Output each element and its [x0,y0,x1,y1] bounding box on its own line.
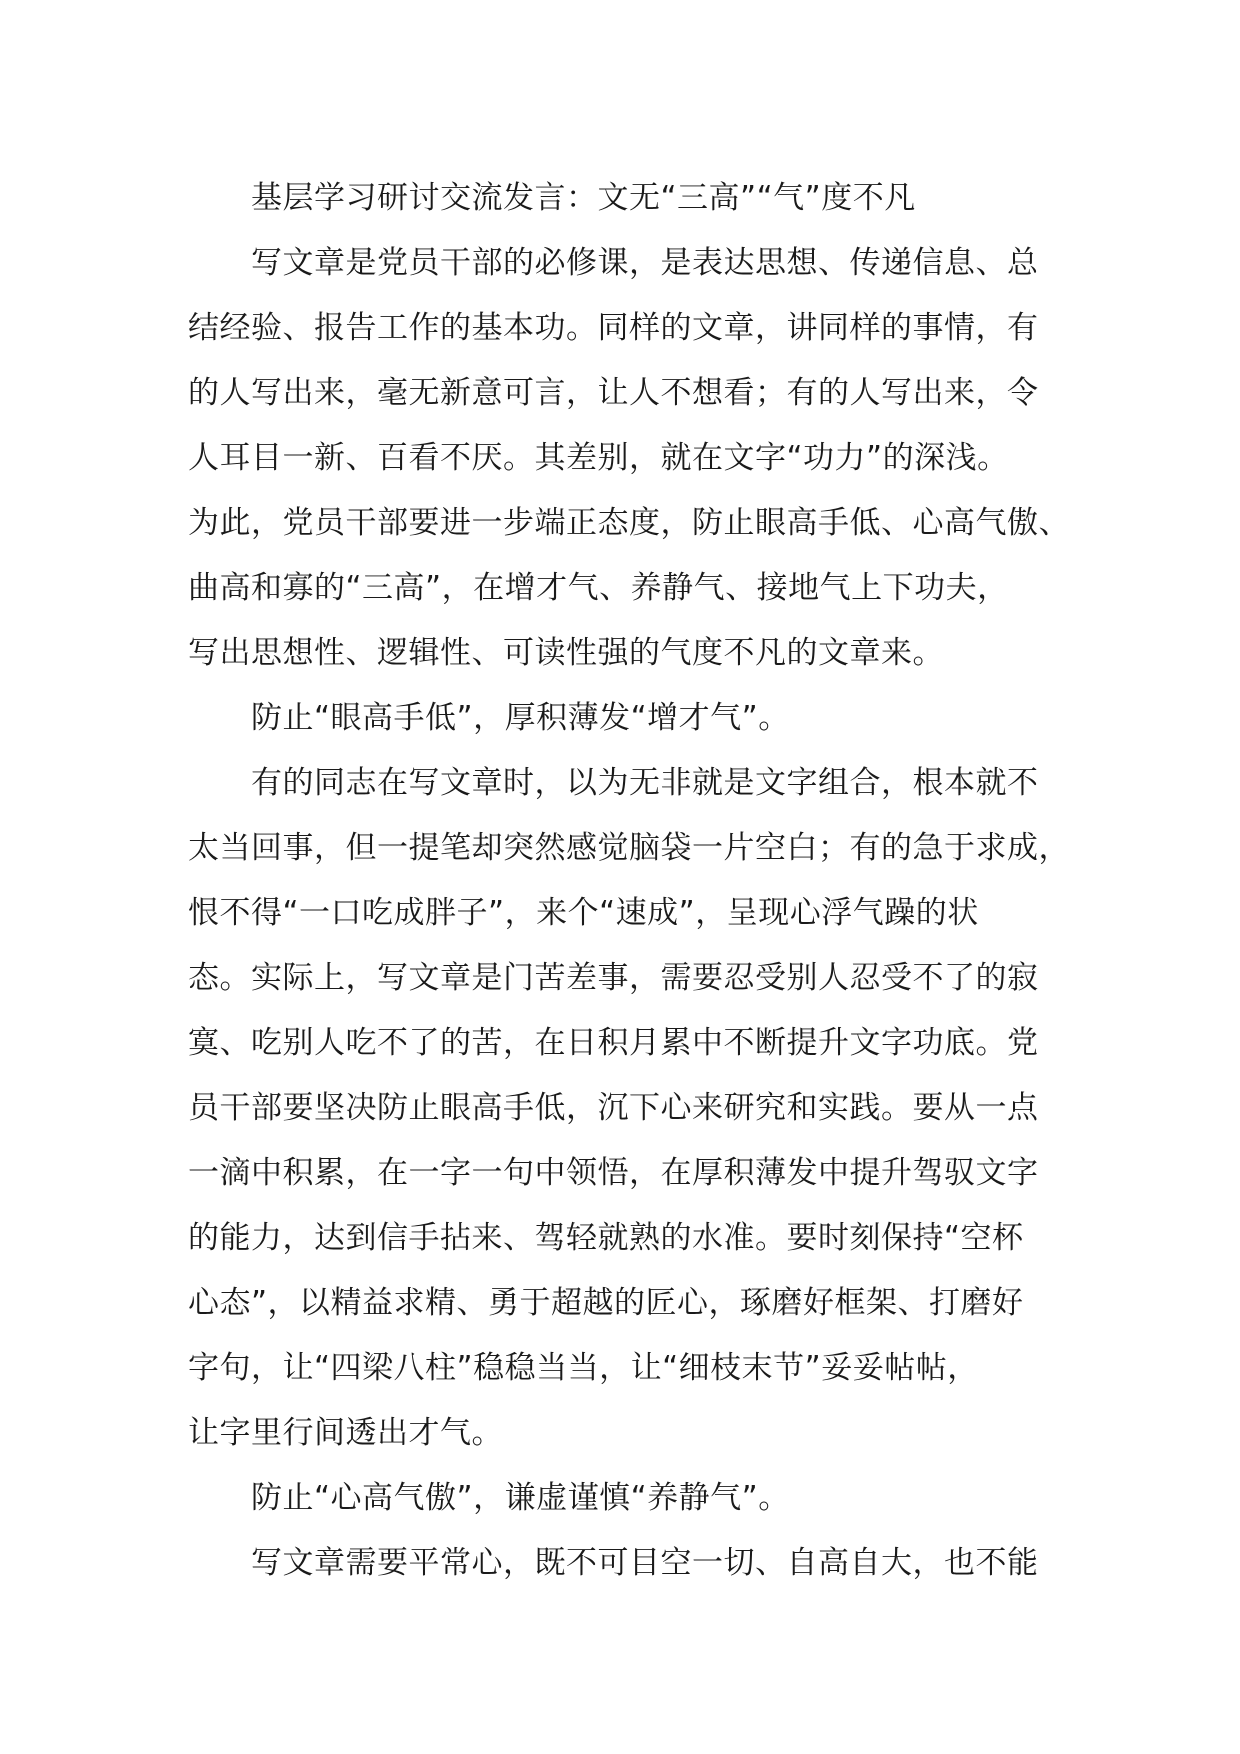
paragraph-line: 心态”，以精益求精、勇于超越的匠心，琢磨好框架、打磨好 [188,1285,1024,1321]
document-body [188,166,1088,1596]
section-heading: 防止“心高气傲”，谦虚谨慎“养静气”。 [251,1480,790,1516]
paragraph-line: 曲高和寡的“三高”，在增才气、养静气、接地气上下功夫， [188,570,1009,606]
document-title: 基层学习研讨交流发言：文无“三高”“气”度不凡 [251,180,916,216]
paragraph-line: 有的同志在写文章时，以为无非就是文字组合，根本就不 [251,765,1039,801]
paragraph-line: 为此，党员干部要进一步端正态度，防止眼高手低、心高气傲、 [188,505,1070,541]
paragraph-line: 字句，让“四梁八柱”稳稳当当，让“细枝末节”妥妥帖帖， [188,1350,979,1386]
paragraph-line: 寞、吃别人吃不了的苦，在日积月累中不断提升文字功底。党 [188,1025,1039,1061]
paragraph-line: 写文章需要平常心，既不可目空一切、自高自大，也不能 [251,1545,1039,1581]
paragraph-line: 员干部要坚决防止眼高手低，沉下心来研究和实践。要从一点 [188,1090,1039,1126]
paragraph-line: 的能力，达到信手拈来、驾轻就熟的水准。要时刻保持“空杯 [188,1220,1024,1256]
paragraph-line: 让字里行间透出才气。 [188,1415,503,1451]
paragraph-line: 写文章是党员干部的必修课，是表达思想、传递信息、总 [251,245,1039,281]
paragraph-line: 人耳目一新、百看不厌。其差别，就在文字“功力”的深浅。 [188,440,1009,476]
paragraph-line: 一滴中积累，在一字一句中领悟，在厚积薄发中提升驾驭文字 [188,1155,1039,1191]
paragraph-line: 恨不得“一口吃成胖子”，来个“速成”，呈现心浮气躁的状 [188,895,979,931]
paragraph-line: 结经验、报告工作的基本功。同样的文章，讲同样的事情，有 [188,310,1039,346]
paragraph-line: 态。实际上，写文章是门苦差事，需要忍受别人忍受不了的寂 [188,960,1039,996]
paragraph-line: 的人写出来，毫无新意可言，让人不想看；有的人写出来，令 [188,375,1039,411]
section-heading: 防止“眼高手低”，厚积薄发“增才气”。 [251,700,790,736]
paragraph-line: 太当回事，但一提笔却突然感觉脑袋一片空白；有的急于求成， [188,830,1070,866]
paragraph-line: 写出思想性、逻辑性、可读性强的气度不凡的文章来。 [188,635,944,671]
